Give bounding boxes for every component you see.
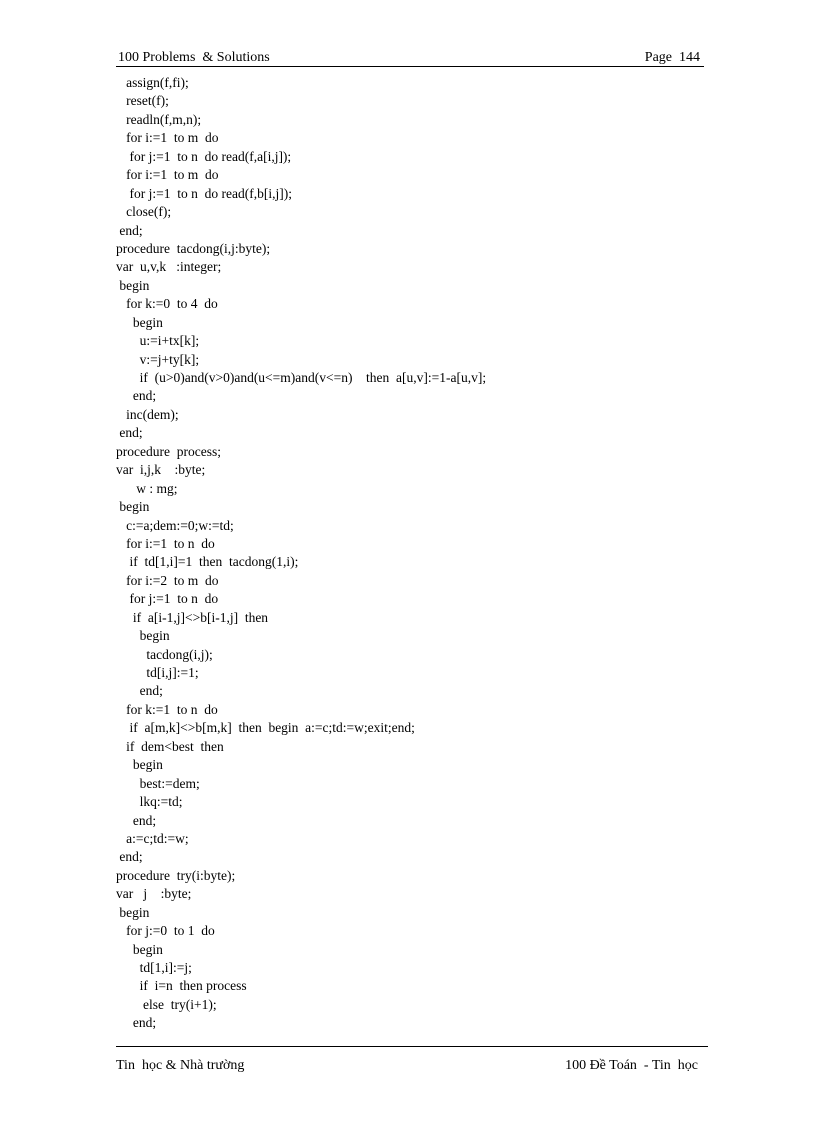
code-line: if a[m,k]<>b[m,k] then begin a:=c;td:=w;exit;end; — [116, 720, 415, 736]
code-line: w : mg; — [116, 480, 178, 496]
code-line: c:=a;dem:=0;w:=td; — [116, 517, 234, 533]
code-line: begin — [116, 757, 163, 773]
code-line: for j:=1 to n do read(f,b[i,j]); — [116, 185, 292, 201]
code-listing — [116, 74, 716, 1033]
code-line: readln(f,m,n); — [116, 111, 202, 127]
code-line: inc(dem); — [116, 406, 179, 422]
code-line: else try(i+1); — [116, 996, 217, 1012]
code-line: if td[1,i]=1 then tacdong(1,i); — [116, 554, 299, 570]
code-line: for j:=1 to n do read(f,a[i,j]); — [116, 148, 292, 164]
code-line: begin — [116, 628, 170, 644]
code-line: for j:=0 to 1 do — [116, 923, 215, 939]
header-page-number: Page 144 — [644, 50, 700, 65]
page-header — [116, 50, 704, 67]
code-line: end; — [116, 425, 143, 441]
code-line: for i:=1 to n do — [116, 535, 215, 551]
code-line: for j:=1 to n do — [116, 591, 219, 607]
code-line: end; — [116, 812, 157, 828]
code-line: a:=c;td:=w; — [116, 830, 189, 846]
code-line: if a[i-1,j]<>b[i-1,j] then — [116, 609, 269, 625]
code-line: for i:=1 to m do — [116, 167, 219, 183]
code-line: best:=dem; — [116, 775, 200, 791]
code-line: end; — [116, 1015, 157, 1031]
code-line: lkq:=td; — [116, 794, 183, 810]
footer-right-text: 100 Đề Toán - Tin học — [565, 1058, 698, 1073]
code-line: begin — [116, 277, 150, 293]
code-line: v:=j+ty[k]; — [116, 351, 200, 367]
code-line: for i:=1 to m do — [116, 130, 219, 146]
code-line: var u,v,k :integer; — [116, 259, 222, 275]
code-line: procedure process; — [116, 443, 221, 459]
code-line: close(f); — [116, 204, 172, 220]
code-line: var i,j,k :byte; — [116, 462, 206, 478]
code-line: begin — [116, 941, 163, 957]
header-title: 100 Problems & Solutions — [118, 50, 270, 65]
code-line: for i:=2 to m do — [116, 572, 219, 588]
code-line: for k:=0 to 4 do — [116, 296, 218, 312]
code-line: u:=i+tx[k]; — [116, 333, 200, 349]
code-line: reset(f); — [116, 93, 169, 109]
code-line: if dem<best then — [116, 738, 224, 754]
code-line: td[i,j]:=1; — [116, 665, 199, 680]
code-line: end; — [116, 222, 143, 238]
footer-divider — [116, 1046, 708, 1047]
code-line: begin — [116, 314, 163, 330]
code-line: for k:=1 to n do — [116, 701, 218, 717]
code-line: procedure try(i:byte); — [116, 867, 236, 883]
code-line: assign(f,fi); — [116, 75, 189, 90]
code-line: td[1,i]:=j; — [116, 960, 192, 975]
footer-left-text: Tin học & Nhà trường — [116, 1058, 245, 1073]
code-line: begin — [116, 904, 150, 920]
code-line: end; — [116, 388, 157, 404]
code-line: if (u>0)and(v>0)and(u<=m)and(v<=n) then a[u,v]:=1-a[u,v]; — [116, 370, 487, 385]
code-line: var j :byte; — [116, 886, 192, 902]
code-line: end; — [116, 849, 143, 865]
code-line: end; — [116, 683, 163, 699]
code-line: if i=n then process — [116, 978, 247, 994]
code-line: begin — [116, 499, 150, 515]
code-line: tacdong(i,j); — [116, 646, 213, 662]
code-line: procedure tacdong(i,j:byte); — [116, 240, 271, 256]
